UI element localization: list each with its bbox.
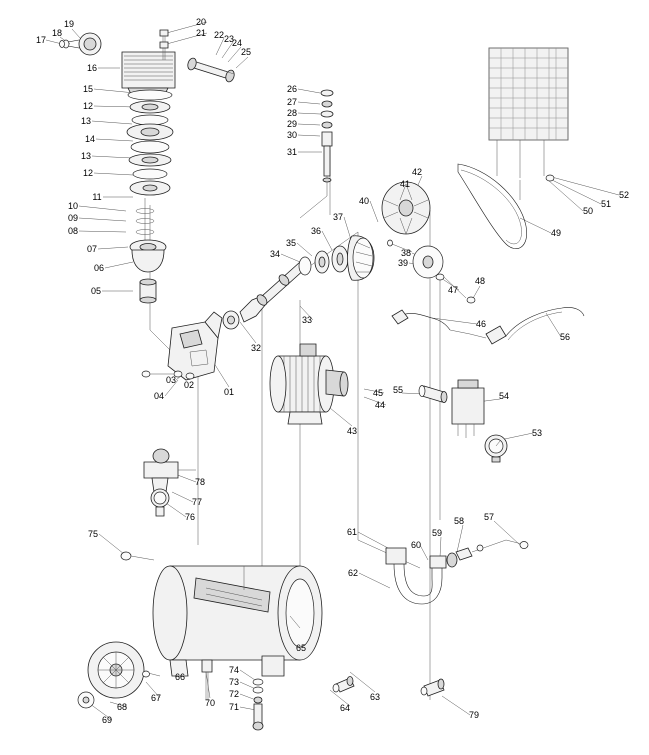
callout-73: 73 xyxy=(228,677,240,687)
callout-62: 62 xyxy=(347,568,359,578)
callout-28: 28 xyxy=(286,108,298,118)
power-cord-56 xyxy=(506,307,584,340)
assembly-bolt-19 xyxy=(60,33,102,55)
callout-21: 21 xyxy=(195,28,207,38)
callout-33: 33 xyxy=(301,315,313,325)
callout-14: 14 xyxy=(84,134,96,144)
callout-04: 04 xyxy=(153,391,165,401)
callout-40: 40 xyxy=(358,196,370,206)
callout-36: 36 xyxy=(310,226,322,236)
callout-47: 47 xyxy=(447,285,459,295)
callout-12-lower: 12 xyxy=(82,168,94,178)
cylinder-head xyxy=(122,52,175,96)
gasket-stack xyxy=(127,90,173,195)
callout-08: 08 xyxy=(67,226,79,236)
callout-63: 63 xyxy=(369,692,381,702)
callout-61: 61 xyxy=(346,527,358,537)
handle-tube xyxy=(186,57,235,83)
callout-79: 79 xyxy=(468,710,480,720)
callout-23: 23 xyxy=(223,34,235,44)
fan-shroud-assembly xyxy=(299,236,374,281)
callout-38: 38 xyxy=(400,248,412,258)
callout-46: 46 xyxy=(475,319,487,329)
callout-51: 51 xyxy=(600,199,612,209)
callout-11: 11 xyxy=(92,192,102,202)
callout-48: 48 xyxy=(474,276,486,286)
callout-29: 29 xyxy=(286,119,298,129)
callout-07: 07 xyxy=(86,244,98,254)
outlet-pipe xyxy=(223,262,306,329)
callout-22: 22 xyxy=(213,30,225,40)
callout-06: 06 xyxy=(93,263,105,273)
callout-39: 39 xyxy=(397,258,409,268)
callout-32: 32 xyxy=(250,343,262,353)
callout-25: 25 xyxy=(240,47,252,57)
callout-64: 64 xyxy=(339,703,351,713)
callout-66: 66 xyxy=(174,672,186,682)
electric-motor xyxy=(270,344,348,424)
callout-31: 31 xyxy=(286,147,298,157)
piston-rings xyxy=(136,198,154,240)
callout-72: 72 xyxy=(228,689,240,699)
callout-05: 05 xyxy=(90,286,102,296)
crankcase-block xyxy=(142,312,222,380)
callout-77: 77 xyxy=(191,497,203,507)
callout-65: 65 xyxy=(295,643,307,653)
callout-17: 17 xyxy=(35,35,47,45)
safety-valve xyxy=(421,679,444,696)
callout-55: 55 xyxy=(392,385,404,395)
callout-71: 71 xyxy=(228,702,240,712)
callout-03: 03 xyxy=(165,375,177,385)
callout-52: 52 xyxy=(618,190,630,200)
power-cord-46 xyxy=(392,310,506,344)
callout-37: 37 xyxy=(332,212,344,222)
callout-42: 42 xyxy=(411,167,423,177)
callout-57: 57 xyxy=(483,512,495,522)
callout-24: 24 xyxy=(231,38,243,48)
callout-16: 16 xyxy=(86,63,98,73)
callout-43: 43 xyxy=(346,426,358,436)
callout-10: 10 xyxy=(67,201,79,211)
tank-wheel xyxy=(78,642,160,708)
callout-60: 60 xyxy=(410,540,422,550)
callout-18: 18 xyxy=(51,28,63,38)
callout-67: 67 xyxy=(150,693,162,703)
callout-27: 27 xyxy=(286,97,298,107)
callout-75: 75 xyxy=(87,529,99,539)
callout-20: 20 xyxy=(195,17,207,27)
callout-15: 15 xyxy=(82,84,94,94)
callout-45: 45 xyxy=(372,388,384,398)
callout-30: 30 xyxy=(286,130,298,140)
drive-belt xyxy=(458,164,527,249)
callout-34: 34 xyxy=(269,249,281,259)
callout-13-lower: 13 xyxy=(80,151,92,161)
callout-53: 53 xyxy=(531,428,543,438)
callout-35: 35 xyxy=(285,238,297,248)
drain-valve xyxy=(333,677,354,693)
callout-01: 01 xyxy=(223,387,235,397)
air-tank xyxy=(153,566,322,676)
piston-assembly xyxy=(130,240,166,303)
callout-56: 56 xyxy=(559,332,571,342)
callout-68: 68 xyxy=(116,702,128,712)
callout-49: 49 xyxy=(550,228,562,238)
callout-26: 26 xyxy=(286,84,298,94)
radiator-grid xyxy=(489,48,568,181)
callout-19: 19 xyxy=(63,19,75,29)
callout-41: 41 xyxy=(399,179,411,189)
discharge-tube-assembly xyxy=(300,90,333,218)
callout-70: 70 xyxy=(204,698,216,708)
tank-support-bracket xyxy=(121,552,154,560)
callout-74: 74 xyxy=(228,665,240,675)
callout-58: 58 xyxy=(453,516,465,526)
discharge-hose-assembly xyxy=(386,540,528,604)
capacitor xyxy=(419,386,447,403)
callout-02: 02 xyxy=(183,380,195,390)
callout-76: 76 xyxy=(184,512,196,522)
callout-69: 69 xyxy=(101,715,113,725)
callout-50: 50 xyxy=(582,206,594,216)
callout-12-upper: 12 xyxy=(82,101,94,111)
callout-54: 54 xyxy=(498,391,510,401)
callout-44: 44 xyxy=(374,400,386,410)
callout-59: 59 xyxy=(431,528,443,538)
callout-09: 09 xyxy=(67,213,79,223)
callout-78: 78 xyxy=(194,477,206,487)
callout-13-upper: 13 xyxy=(80,116,92,126)
